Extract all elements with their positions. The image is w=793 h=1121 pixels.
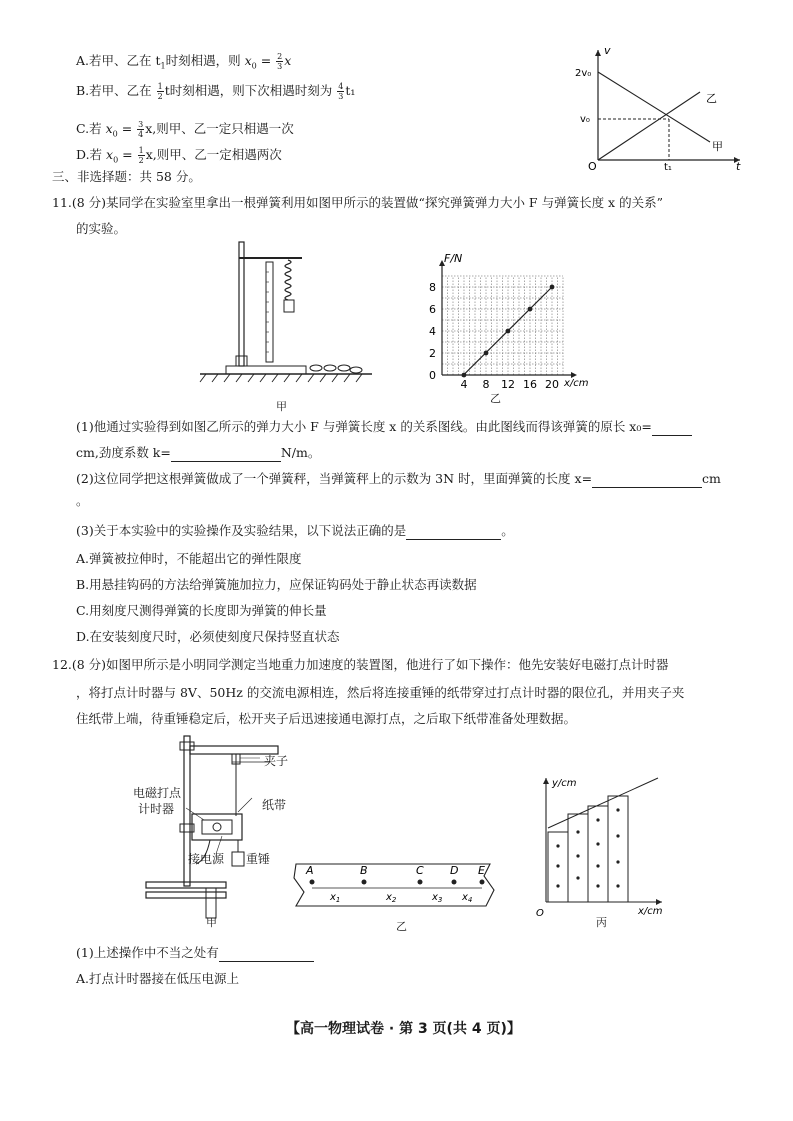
q11-part1-line2: cm,劲度系数 k= N/m。: [76, 445, 321, 460]
label-power: 接电源: [188, 852, 225, 866]
q11-option-a: A.弹簧被拉伸时，不能超出它的弹性限度: [76, 551, 302, 566]
q12-blank-1[interactable]: [219, 947, 314, 962]
section-heading: 三、非选择题：共 58 分。: [52, 169, 201, 184]
q12-stem-line3: 住纸带上端，待重锤稳定后，松开夹子后迅速接通电源打点，之后取下纸带准备处理数据。: [76, 711, 577, 726]
strips-y-label: y/cm: [552, 778, 577, 789]
fx-data-point: [462, 373, 467, 378]
vt-x-label: t: [736, 160, 741, 172]
tape-dot-e: [480, 880, 485, 885]
tape-dot-a: [310, 880, 315, 885]
vt-tick-v0: v₀: [580, 114, 590, 125]
fx-data-point: [506, 329, 511, 334]
q11-stem-line1: 11.(8 分)某同学在实验室里拿出一根弹簧利用如图甲所示的装置做“探究弹簧弹力大小 F 与弹簧长度 x 的关系”: [52, 195, 663, 210]
q11-fig-yi-caption: 乙: [490, 392, 501, 405]
q10-option-b: B.若甲、乙在 $\frac{1}{2}$ t时刻相遇，则下次相遇时刻为 $\frac{4}{3}$ t₁: [76, 82, 356, 101]
q11-option-c: C.用刻度尺测得弹簧的长度即为弹簧的伸长量: [76, 603, 327, 618]
fx-y-tick-label: 6: [429, 303, 436, 316]
q11-fx-chart: [412, 240, 612, 405]
q12-tape-figure: [290, 856, 500, 916]
tape-label-a: A: [306, 864, 314, 877]
q11-apparatus-figure: [196, 236, 376, 406]
fx-data-point: [528, 307, 533, 312]
fx-y-tick-label: 2: [429, 347, 436, 360]
tape-label-c: C: [416, 864, 424, 877]
fx-data-point: [484, 351, 489, 356]
label-hammer: 重锤: [246, 852, 271, 866]
tape-x4: $x_4$: [462, 892, 473, 904]
vt-origin: O: [588, 160, 597, 172]
q12-option-a: A.打点计时器接在低压电源上: [76, 971, 240, 986]
label-timer-line1: 电磁打点: [133, 786, 182, 800]
fx-grid: [442, 276, 563, 375]
vt-tick-t1: t₁: [664, 162, 672, 172]
q12-fig-bing-caption: 丙: [596, 916, 607, 929]
q10-option-a: A.若甲、乙在 $t_1$时刻相遇，则 $x_0$ = $\frac{2}{3}$ x: [76, 52, 292, 71]
vt-label-jia: 甲: [712, 140, 723, 153]
q11-option-d: D.在安装刻度尺时，必须使刻度尺保持竖直状态: [76, 629, 340, 644]
label-clip: 夹子: [264, 754, 289, 768]
fx-x-label: x/cm: [564, 378, 589, 389]
q11-part2-line2: 。: [76, 493, 89, 508]
fx-x-tick-label: 16: [523, 378, 537, 391]
label-tape: 纸带: [262, 798, 287, 812]
fx-y-tick-label: 4: [429, 325, 436, 338]
vt-graph: [560, 42, 750, 172]
fx-x-tick-label: 12: [501, 378, 515, 391]
tape-label-b: B: [360, 864, 368, 877]
strip-2: [568, 814, 588, 902]
tape-x1: $x_1$: [330, 892, 341, 904]
fx-y-tick-label: 0: [429, 369, 436, 382]
q11-blank-k[interactable]: [171, 447, 281, 462]
q11-blank-x[interactable]: [592, 473, 702, 488]
q11-blank-choice[interactable]: [406, 525, 501, 540]
q12-fig-yi-caption: 乙: [396, 920, 407, 933]
q11-blank-x0[interactable]: [652, 421, 692, 436]
q12-stem-line1: 12.(8 分)如图甲所示是小明同学测定当地重力加速度的装置图，他进行了如下操作：他先安装好电磁打点计时器: [52, 657, 669, 672]
q11-part2-line1: (2)这位同学把这根弹簧做成了一个弹簧秤，当弹簧秤上的示数为 3N 时，里面弹簧的长度 x= cm: [76, 471, 721, 486]
tape-dot-b: [362, 880, 367, 885]
q12-fig-jia-caption: 甲: [206, 916, 217, 929]
q12-part1: (1)上述操作中不当之处有: [76, 944, 314, 962]
tape-label-d: D: [450, 864, 459, 877]
fx-y-tick-label: 8: [429, 281, 436, 294]
tape-dot-c: [418, 880, 423, 885]
vt-line-jia: [598, 72, 710, 142]
q11-stem-line2: 的实验。: [76, 221, 127, 236]
vt-label-yi: 乙: [706, 92, 717, 105]
fx-data-point: [550, 285, 555, 290]
tape-x2: $x_2$: [386, 892, 397, 904]
fx-x-tick-label: 20: [545, 378, 559, 391]
tape-dot-d: [452, 880, 457, 885]
vt-tick-2v0: 2v₀: [575, 68, 592, 79]
fx-x-tick-label: 4: [460, 378, 468, 391]
strips-x-label: x/cm: [638, 906, 663, 917]
q12-strips-figure: [530, 770, 670, 920]
q10-option-d: D.若 $x_0$ = $\frac{1}{2}$ x,则甲、乙一定相遇两次: [76, 146, 282, 165]
strips-origin: O: [536, 908, 544, 919]
fx-y-label: F/N: [444, 252, 463, 265]
tape-x3: $x_3$: [432, 892, 443, 904]
q12-stem-line2: ，将打点计时器与 8V、50Hz 的交流电源相连，然后将连接重锤的纸带穿过打点计时器的限位孔，并用夹子夹: [76, 685, 685, 700]
q11-part3: (3)关于本实验中的实验操作及实验结果，以下说法正确的是 。: [76, 523, 514, 538]
q11-option-b: B.用悬挂钩码的方法给弹簧施加拉力，应保证钩码处于静止状态再读数据: [76, 577, 477, 592]
q10-option-c: C.若 $x_0$ = $\frac{3}{4}$ x,则甲、乙一定只相遇一次: [76, 120, 294, 139]
page-footer: 【高一物理试卷 · 第 3 页(共 4 页)】: [286, 1021, 521, 1037]
q11-fig-jia-caption: 甲: [276, 400, 287, 413]
vt-y-label: v: [604, 44, 611, 57]
q11-part1-line1: (1)他通过实验得到如图乙所示的弹力大小 F 与弹簧长度 x 的关系图线。由此图线而得该弹簧的原长 x₀=: [76, 418, 692, 436]
label-timer-line2: 计时器: [138, 802, 175, 816]
fx-x-tick-label: 8: [482, 378, 490, 391]
tape-label-e: E: [478, 864, 485, 877]
